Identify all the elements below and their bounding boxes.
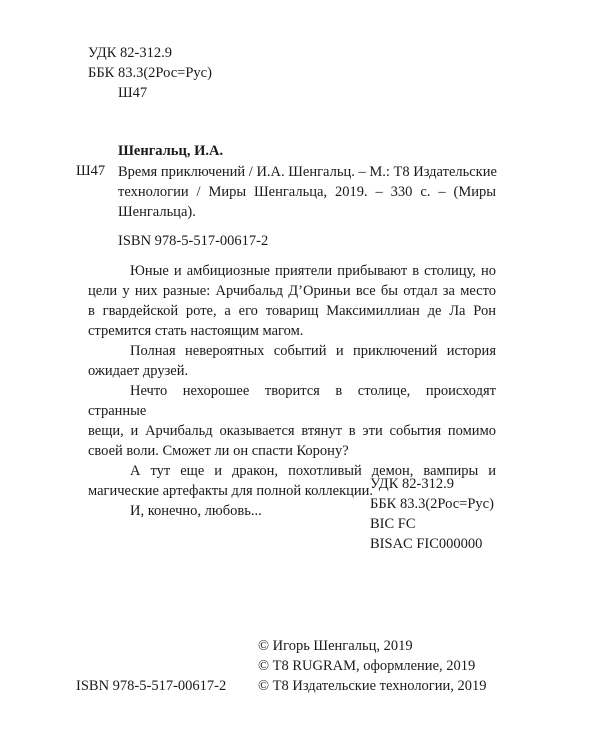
annotation-line: стремится стать настоящим магом. <box>88 323 304 339</box>
annotation-line: цели у них разные: Арчибальд Д’Ориньи все бы отдал за место <box>88 283 496 299</box>
annotation-line: И, конечно, любовь... <box>130 503 262 519</box>
udk-code: УДК 82-312.9 <box>370 476 454 492</box>
description-line: технологии / Миры Шенгальца, 2019. – 330 с. – (Миры <box>118 184 496 200</box>
annotation-paragraph <box>88 381 496 461</box>
copyright-author: © Игорь Шенгальц, 2019 <box>258 638 413 654</box>
bbk-code-top: ББК 83.3(2Рос=Рус) <box>88 65 212 81</box>
description-line: Время приключений / И.А. Шенгальц. – М.: Т8 Издательские <box>118 164 497 180</box>
udk-code-top: УДК 82-312.9 <box>88 45 172 61</box>
description-line: Шенгальца). <box>118 204 196 220</box>
annotation-line: Полная невероятных событий и приключений история <box>130 343 496 359</box>
author-heading: Шенгальц, И.А. <box>118 143 224 159</box>
annotation-line: вещи, и Арчибальд оказывается втянут в эти события помимо <box>88 423 496 439</box>
bic-code: BIC FC <box>370 516 416 532</box>
bibliographic-description <box>118 162 496 222</box>
annotation-line: ожидает друзей. <box>88 363 189 379</box>
copyright-design: © Т8 RUGRAM, оформление, 2019 <box>258 658 476 674</box>
annotation-paragraph <box>88 341 496 381</box>
annotation-line: в гвардейской роте, а его товарищ Максимиллиан де Ла Рон <box>88 303 496 319</box>
annotation-line: А тут еще и дракон, похотливый демон, вампиры и <box>130 463 496 479</box>
annotation-line: Нечто нехорошее творится в столице, происходят странные <box>88 383 496 419</box>
isbn-footer: ISBN 978-5-517-00617-2 <box>76 678 227 694</box>
bbk-code: ББК 83.3(2Рос=Рус) <box>370 496 494 512</box>
bisac-code: BISAC FIC000000 <box>370 536 483 552</box>
annotation-line: своей воли. Сможет ли он спасти Корону? <box>88 443 349 459</box>
author-mark-top: Ш47 <box>118 85 148 101</box>
copyright-publisher: © Т8 Издательские технологии, 2019 <box>258 678 487 694</box>
annotation-line: магические артефакты для полной коллекции. <box>88 483 374 499</box>
annotation-line: Юные и амбициозные приятели прибывают в столицу, но <box>130 263 496 279</box>
author-mark: Ш47 <box>76 163 106 179</box>
annotation-paragraph <box>88 261 496 341</box>
isbn-record: ISBN 978-5-517-00617-2 <box>118 233 269 249</box>
